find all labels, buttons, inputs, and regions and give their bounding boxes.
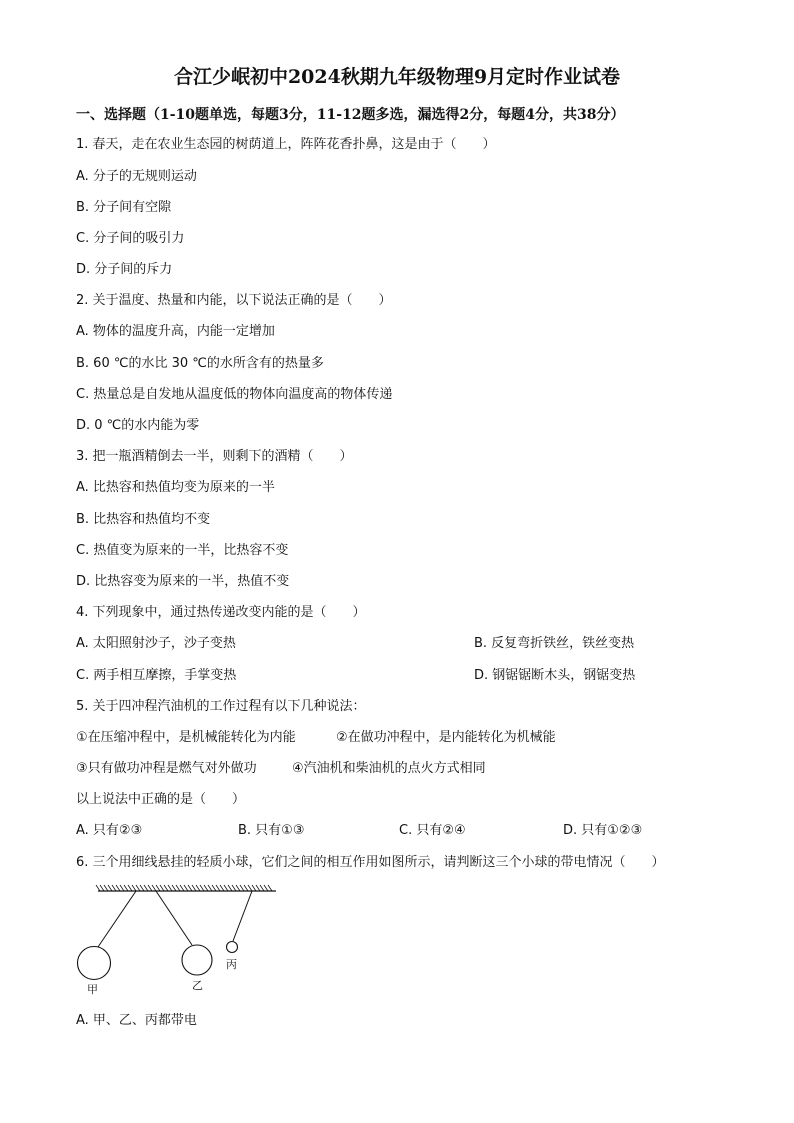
q2-option-d: D. 0 ℃的水内能为零	[76, 418, 200, 433]
hatch-mark	[160, 885, 164, 891]
thread-yi	[156, 891, 192, 945]
hatch-mark	[256, 885, 260, 891]
q2-option-b: B. 60 ℃的水比 30 ℃的水所含有的热量多	[76, 356, 324, 371]
q1-option-a: A. 分子的无规则运动	[76, 169, 197, 184]
q6-stem: 6. 三个用细线悬挂的轻质小球，它们之间的相互作用如图所示，请判断这三个小球的带电情况（ ）	[76, 855, 665, 870]
q5-statement-1: ①在压缩冲程中，是机械能转化为内能	[76, 730, 296, 745]
hatch-mark	[248, 885, 252, 891]
hatch-mark	[216, 885, 220, 891]
hatch-mark	[172, 885, 176, 891]
q4-options-row1	[76, 635, 716, 653]
section-heading: 一、选择题（1-10题单选，每题3分，11-12题多选，漏选得2分，每题4分，共38分）	[76, 107, 625, 123]
q2-option-c: C. 热量总是自发地从温度低的物体向温度高的物体传递	[76, 387, 393, 402]
q4-option-c: C. 两手相互摩擦，手掌变热	[76, 668, 237, 683]
q5-statement-4: ④汽油机和柴油机的点火方式相同	[292, 761, 486, 776]
hatch-mark	[244, 885, 248, 891]
hatch-mark	[100, 885, 104, 891]
q4-option-b: B. 反复弯折铁丝，铁丝变热	[474, 636, 635, 651]
q3-option-a: A. 比热容和热值均变为原来的一半	[76, 480, 275, 495]
hatch-mark	[104, 885, 108, 891]
q3-option-b: B. 比热容和热值均不变	[76, 512, 211, 527]
hatch-mark	[204, 885, 208, 891]
hatch-mark	[200, 885, 204, 891]
q6-option-a: A. 甲、乙、丙都带电	[76, 1013, 197, 1028]
q1-option-c: C. 分子间的吸引力	[76, 231, 185, 246]
q5-stem: 5. 关于四冲程汽油机的工作过程有以下几种说法：	[76, 699, 366, 714]
hatch-mark	[132, 885, 136, 891]
q5-option-d: D. 只有①②③	[563, 823, 643, 838]
hatch-mark	[240, 885, 244, 891]
hatch-mark	[148, 885, 152, 891]
ball-yi	[182, 945, 212, 975]
hatch-mark	[152, 885, 156, 891]
hatch-mark	[236, 885, 240, 891]
hatch-mark	[228, 885, 232, 891]
q5-ask: 以上说法中正确的是（ ）	[76, 792, 246, 807]
q3-stem: 3. 把一瓶酒精倒去一半，则剩下的酒精（ ）	[76, 449, 353, 464]
hatch-mark	[164, 885, 168, 891]
hatch-mark	[112, 885, 116, 891]
thread-jia	[98, 891, 136, 947]
hatch-mark	[224, 885, 228, 891]
q4-option-d: D. 钢锯锯断木头，钢锯变热	[474, 668, 636, 683]
page-title: 合江少岷初中2024秋期九年级物理9月定时作业试卷	[173, 66, 621, 88]
q3-option-c: C. 热值变为原来的一半，比热容不变	[76, 543, 289, 558]
label-bing: 丙	[226, 958, 237, 971]
q4-option-a: A. 太阳照射沙子，沙子变热	[76, 636, 236, 651]
q1-stem: 1. 春天，走在农业生态园的树荫道上，阵阵花香扑鼻，这是由于（ ）	[76, 137, 496, 152]
hatch-mark	[140, 885, 144, 891]
hatch-mark	[144, 885, 148, 891]
q6-figure	[76, 882, 286, 997]
hatch-mark	[252, 885, 256, 891]
q1-option-d: D. 分子间的斥力	[76, 262, 173, 277]
hatch-mark	[176, 885, 180, 891]
hatch-mark	[156, 885, 160, 891]
ceiling-support	[96, 885, 276, 891]
hatch-mark	[268, 885, 272, 891]
hatch-mark	[168, 885, 172, 891]
q2-option-a: A. 物体的温度升高，内能一定增加	[76, 324, 275, 339]
hatch-mark	[232, 885, 236, 891]
thread-bing	[233, 891, 252, 941]
hatch-mark	[264, 885, 268, 891]
hatch-mark	[260, 885, 264, 891]
q1-option-b: B. 分子间有空隙	[76, 200, 172, 215]
hatch-mark	[188, 885, 192, 891]
q5-option-a: A. 只有②③	[76, 823, 143, 838]
q5-option-b: B. 只有①③	[238, 823, 305, 838]
hatch-mark	[108, 885, 112, 891]
label-jia: 甲	[87, 983, 98, 996]
q5-option-c: C. 只有②④	[399, 823, 466, 838]
q3-option-d: D. 比热容变为原来的一半，热值不变	[76, 574, 290, 589]
q5-options-row	[76, 822, 716, 840]
q5-statement-3: ③只有做功冲程是燃气对外做功	[76, 761, 257, 776]
hatch-mark	[128, 885, 132, 891]
ball-jia	[78, 947, 111, 980]
hatch-mark	[212, 885, 216, 891]
hatch-mark	[116, 885, 120, 891]
hatch-mark	[120, 885, 124, 891]
q2-stem: 2. 关于温度、热量和内能，以下说法正确的是（ ）	[76, 293, 392, 308]
hatch-mark	[192, 885, 196, 891]
q4-stem: 4. 下列现象中，通过热传递改变内能的是（ ）	[76, 605, 366, 620]
hatch-mark	[208, 885, 212, 891]
hatch-mark	[184, 885, 188, 891]
hatch-mark	[196, 885, 200, 891]
label-yi: 乙	[192, 979, 203, 992]
hatch-mark	[136, 885, 140, 891]
hatch-mark	[220, 885, 224, 891]
q4-options-row2	[76, 667, 716, 685]
hatch-mark	[180, 885, 184, 891]
hatch-mark	[124, 885, 128, 891]
hatch-mark	[96, 885, 100, 891]
ball-bing	[227, 942, 238, 953]
q5-statement-2: ②在做功冲程中，是内能转化为机械能	[336, 730, 556, 745]
